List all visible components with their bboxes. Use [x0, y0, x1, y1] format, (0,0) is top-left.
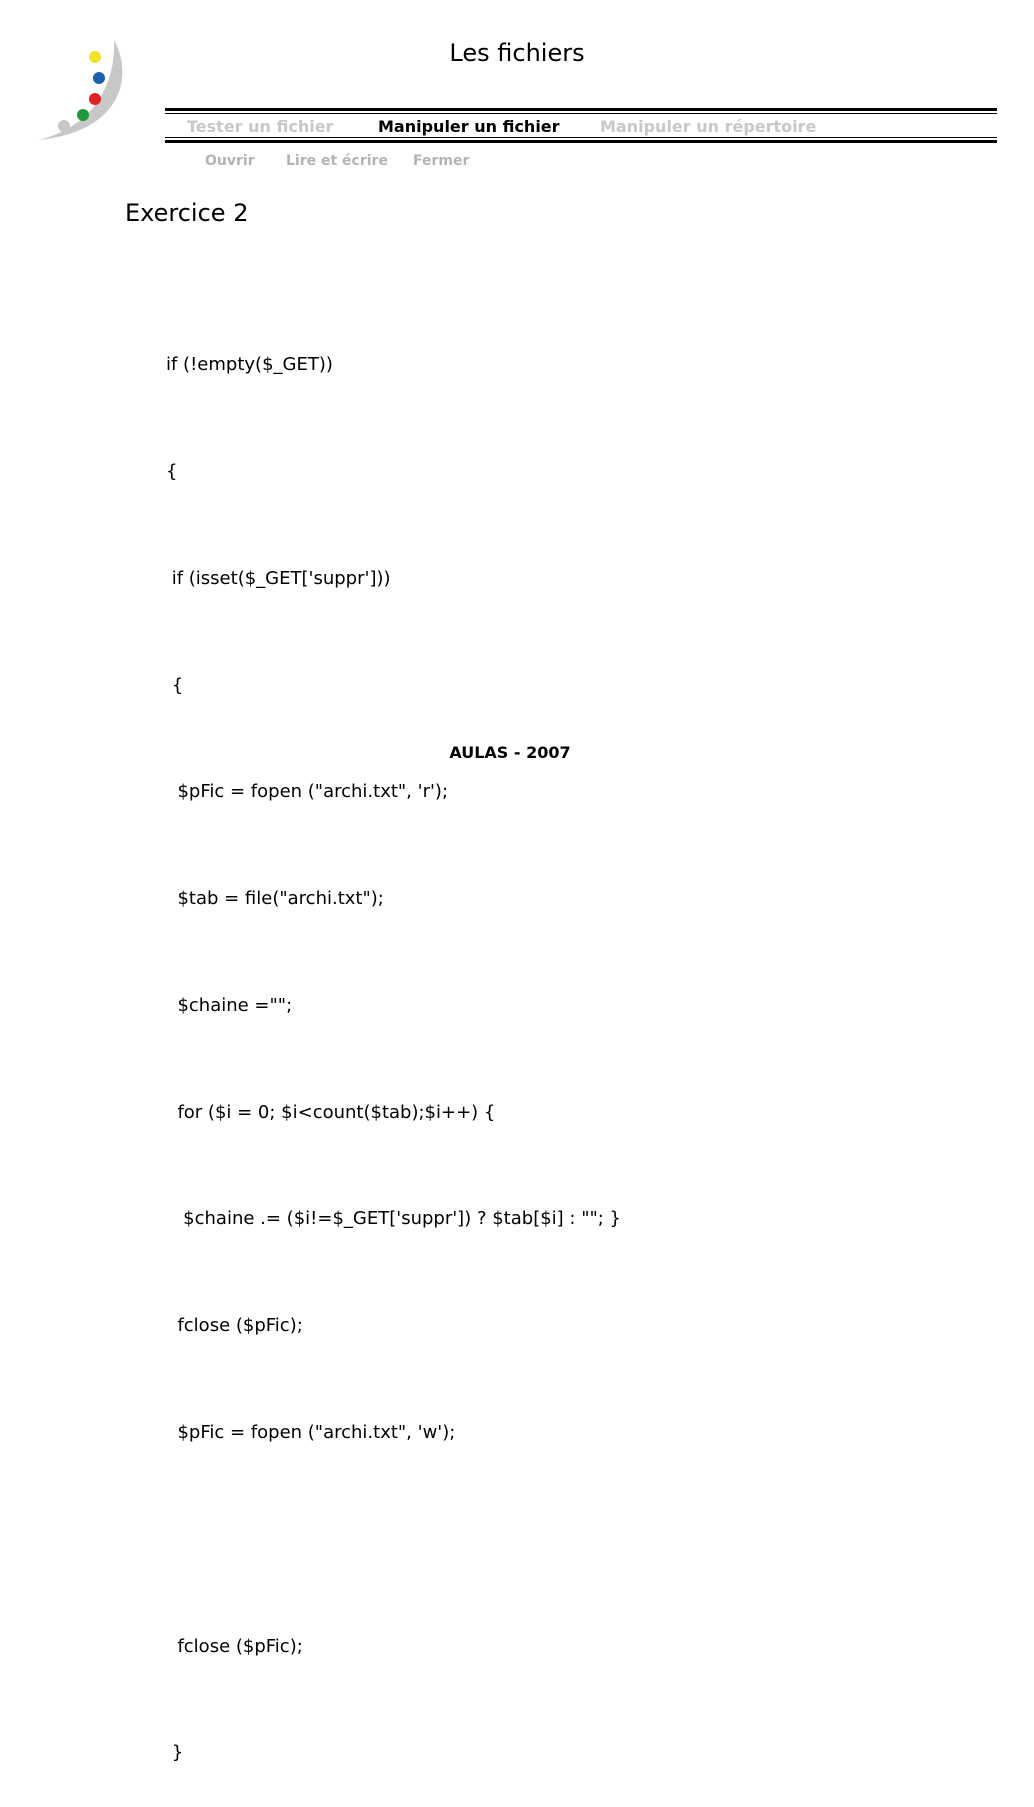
code-line: for ($i = 0; $i<count($tab);$i++) { — [166, 1101, 496, 1123]
subtab-fermer[interactable]: Fermer — [413, 153, 470, 169]
code-line — [166, 1522, 621, 1558]
divider — [165, 137, 997, 138]
code-block — [166, 276, 621, 1807]
code-line: fclose ($pFic); — [166, 1315, 303, 1337]
footer: AULAS - 2007 — [449, 743, 571, 762]
code-line: $tab = file("archi.txt"); — [166, 888, 384, 910]
divider — [165, 140, 997, 143]
code-line: fclose ($pFic); — [166, 1635, 303, 1657]
tab-bar — [165, 108, 997, 144]
code-line: { — [166, 674, 184, 696]
subtab-lire-et-ecrire[interactable]: Lire et écrire — [286, 153, 388, 169]
divider — [165, 108, 997, 111]
code-line: if (isset($_GET['suppr'])) — [166, 567, 391, 589]
tab-tester-un-fichier[interactable]: Tester un fichier — [187, 117, 334, 136]
page-title: Les fichiers — [449, 39, 585, 67]
divider — [165, 113, 997, 114]
code-line: $chaine .= ($i!=$_GET['suppr']) ? $tab[$i] : ""; } — [166, 1208, 621, 1230]
code-line: } — [166, 1742, 184, 1764]
code-line: if (!empty($_GET)) — [166, 354, 333, 376]
code-line: $pFic = fopen ("archi.txt", 'r'); — [166, 781, 449, 803]
exercise-title: Exercice 2 — [125, 199, 249, 227]
code-line: $pFic = fopen ("archi.txt", 'w'); — [166, 1422, 456, 1443]
code-line: { — [166, 460, 178, 482]
subtab-ouvrir[interactable]: Ouvrir — [205, 153, 255, 169]
tab-manipuler-un-fichier[interactable]: Manipuler un fichier — [378, 117, 560, 136]
tab-manipuler-un-repertoire[interactable]: Manipuler un répertoire — [600, 117, 817, 136]
code-line: $chaine =""; — [166, 994, 293, 1016]
